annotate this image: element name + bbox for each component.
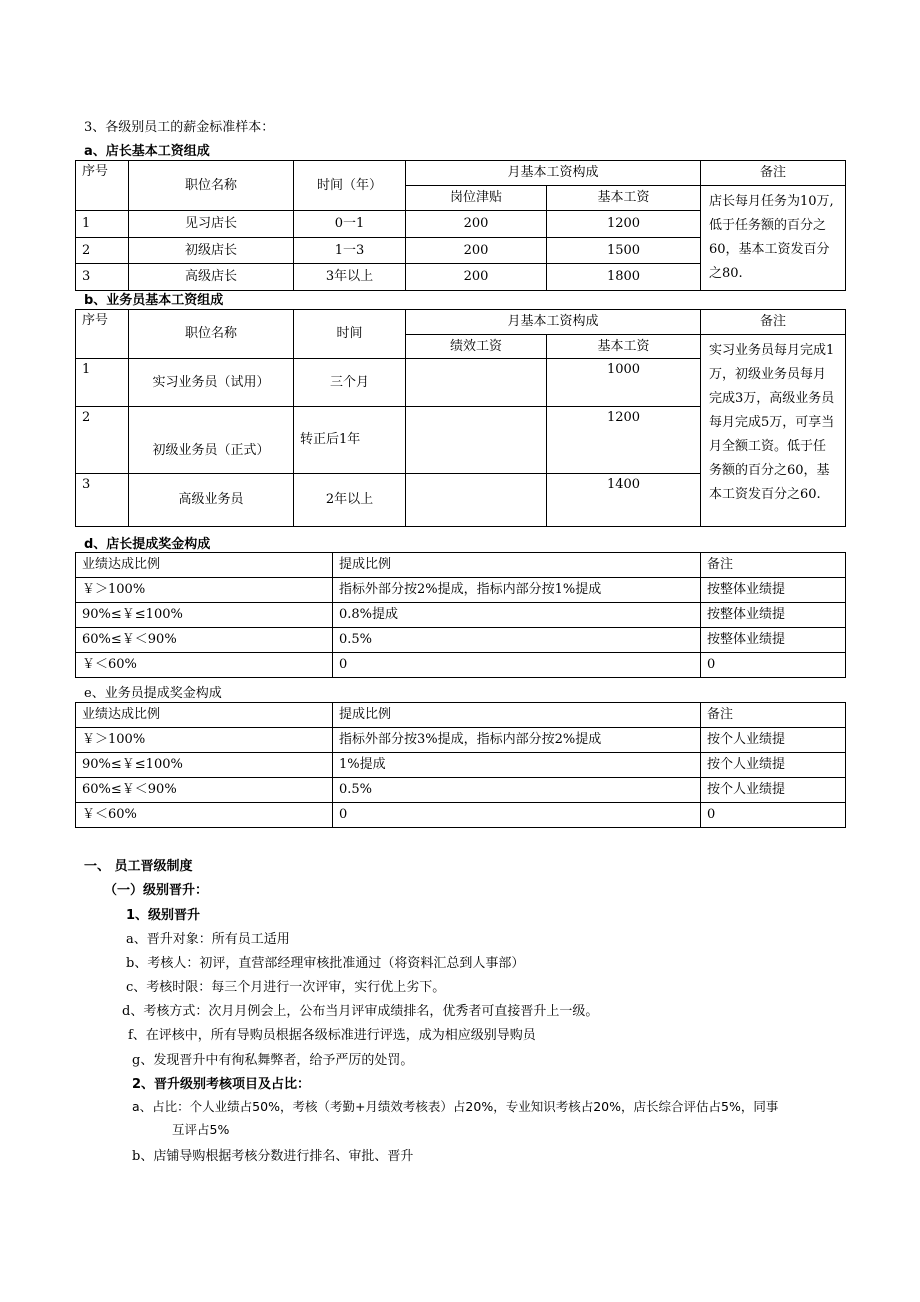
cell: 0.8%提成: [333, 603, 701, 628]
table-d: [75, 552, 846, 678]
cell: 按整体业绩提: [701, 603, 846, 628]
cell: 1%提成: [333, 753, 701, 778]
cell: 按个人业绩提: [701, 728, 846, 753]
section-item-a2-line1: a、占比：个人业绩占50%，考核（考勤+月绩效考核表）占20%，专业知识考核占20%，店长综合评估占5%，同事: [132, 1099, 779, 1114]
section-item1: 1、级别晋升: [126, 908, 201, 923]
table-a-title: a、店长基本工资组成: [84, 144, 210, 159]
cell: ￥＜60%: [76, 803, 333, 828]
table-b-note: 实习业务员每月完成1万，初级业务员每月完成3万，高级业务员每月完成5万，可享当月全额工资。低于任务额的百分之60，基本工资发百分之60.: [701, 335, 846, 527]
table-b-header-time: 时间: [294, 310, 406, 359]
section-item-c: c、考核时限：每三个月进行一次评审，实行优上劣下。: [126, 980, 446, 995]
table-d-header-1: 业绩达成比例: [76, 553, 333, 578]
cell: 200: [406, 264, 547, 291]
table-e-header-1: 业绩达成比例: [76, 703, 333, 728]
table-e-title: e、业务员提成奖金构成: [84, 686, 222, 701]
salary-heading: 3、各级别员工的薪金标准样本：: [84, 120, 275, 135]
cell: 3年以上: [294, 264, 406, 291]
cell: 三个月: [294, 359, 406, 407]
cell: 1: [76, 359, 129, 407]
table-b-header-note: 备注: [701, 310, 846, 335]
cell: 0: [701, 653, 846, 678]
table-row: [76, 728, 846, 753]
table-row: [76, 653, 846, 678]
section-item-f: f、在评核中，所有导购员根据各级标准进行评选，成为相应级别导购员: [128, 1028, 536, 1043]
cell: ￥＞100%: [76, 578, 333, 603]
cell: 60%≤￥＜90%: [76, 778, 333, 803]
section-item-b2: b、店铺导购根据考核分数进行排名、审批、晋升: [132, 1149, 414, 1164]
cell: 90%≤￥≤100%: [76, 753, 333, 778]
cell: 实习业务员（试用）: [129, 359, 294, 407]
section-item-a: a、晋升对象：所有员工适用: [126, 932, 290, 947]
cell: 见习店长: [129, 211, 294, 238]
section-item-b: b、考核人：初评，直营部经理审核批准通过（将资料汇总到人事部）: [126, 956, 525, 971]
table-b-header-no: 序号: [76, 310, 129, 359]
cell: 按个人业绩提: [701, 778, 846, 803]
cell: [406, 407, 547, 474]
cell: ￥＞100%: [76, 728, 333, 753]
table-d-header-3: 备注: [701, 553, 846, 578]
cell: 1一3: [294, 237, 406, 264]
table-a-header-sub1: 岗位津贴: [406, 186, 547, 211]
cell: 0.5%: [333, 778, 701, 803]
cell: 3: [76, 264, 129, 291]
table-e-header-2: 提成比例: [333, 703, 701, 728]
cell: 2: [76, 237, 129, 264]
table-a-header-name: 职位名称: [129, 161, 294, 211]
cell: ￥＜60%: [76, 653, 333, 678]
section-item-d: d、考核方式：次月月例会上，公布当月评审成绩排名，优秀者可直接晋升上一级。: [122, 1004, 599, 1019]
cell: 200: [406, 211, 547, 238]
cell: 0: [333, 803, 701, 828]
table-b-header-group: 月基本工资构成: [406, 310, 701, 335]
cell: 按整体业绩提: [701, 628, 846, 653]
table-row: [76, 628, 846, 653]
table-a: [75, 160, 846, 291]
cell: 高级店长: [129, 264, 294, 291]
section-item-g: g、发现晋升中有徇私舞弊者，给予严厉的处罚。: [132, 1053, 414, 1068]
cell: 3: [76, 474, 129, 527]
section-item2: 2、晋升级别考核项目及占比：: [132, 1077, 311, 1092]
table-a-header-group: 月基本工资构成: [406, 161, 701, 186]
cell: [406, 474, 547, 527]
table-a-header-no: 序号: [76, 161, 129, 211]
table-b-title: b、业务员基本工资组成: [84, 293, 224, 308]
cell: 1: [76, 211, 129, 238]
cell: 2: [76, 407, 129, 474]
cell: 按个人业绩提: [701, 753, 846, 778]
cell: 1800: [547, 264, 701, 291]
cell: 0: [701, 803, 846, 828]
table-row: [76, 803, 846, 828]
cell: 90%≤￥≤100%: [76, 603, 333, 628]
cell: 1200: [547, 211, 701, 238]
cell: 200: [406, 237, 547, 264]
cell: 指标外部分按3%提成，指标内部分按2%提成: [333, 728, 701, 753]
cell: 1400: [547, 474, 701, 527]
cell: 转正后1年: [294, 407, 406, 474]
cell: 初级业务员（正式）: [129, 407, 294, 474]
table-b-header-name: 职位名称: [129, 310, 294, 359]
cell: 2年以上: [294, 474, 406, 527]
table-row: [76, 578, 846, 603]
table-a-header-time: 时间（年）: [294, 161, 406, 211]
cell: 1000: [547, 359, 701, 407]
table-row: [76, 603, 846, 628]
table-d-header-2: 提成比例: [333, 553, 701, 578]
cell: 指标外部分按2%提成，指标内部分按1%提成: [333, 578, 701, 603]
cell: 0: [333, 653, 701, 678]
section-item-a2-line2: 互评占5%: [172, 1122, 230, 1137]
table-a-note: 店长每月任务为10万,低于任务额的百分之60，基本工资发百分之80.: [701, 186, 846, 291]
table-row: [76, 753, 846, 778]
cell: 高级业务员: [129, 474, 294, 527]
cell: 0一1: [294, 211, 406, 238]
table-e: [75, 702, 846, 828]
table-b: [75, 309, 846, 527]
table-row: [76, 778, 846, 803]
section-title: 一、 员工晋级制度: [84, 859, 193, 874]
cell: 1200: [547, 407, 701, 474]
cell: 初级店长: [129, 237, 294, 264]
cell: 按整体业绩提: [701, 578, 846, 603]
table-e-header-3: 备注: [701, 703, 846, 728]
table-d-title: d、店长提成奖金构成: [84, 537, 211, 552]
table-a-header-note: 备注: [701, 161, 846, 186]
cell: 60%≤￥＜90%: [76, 628, 333, 653]
table-a-header-sub2: 基本工资: [547, 186, 701, 211]
table-b-header-sub1: 绩效工资: [406, 335, 547, 359]
section-sub1: （一）级别晋升：: [104, 883, 209, 898]
cell: [406, 359, 547, 407]
cell: 1500: [547, 237, 701, 264]
cell: 0.5%: [333, 628, 701, 653]
table-b-header-sub2: 基本工资: [547, 335, 701, 359]
